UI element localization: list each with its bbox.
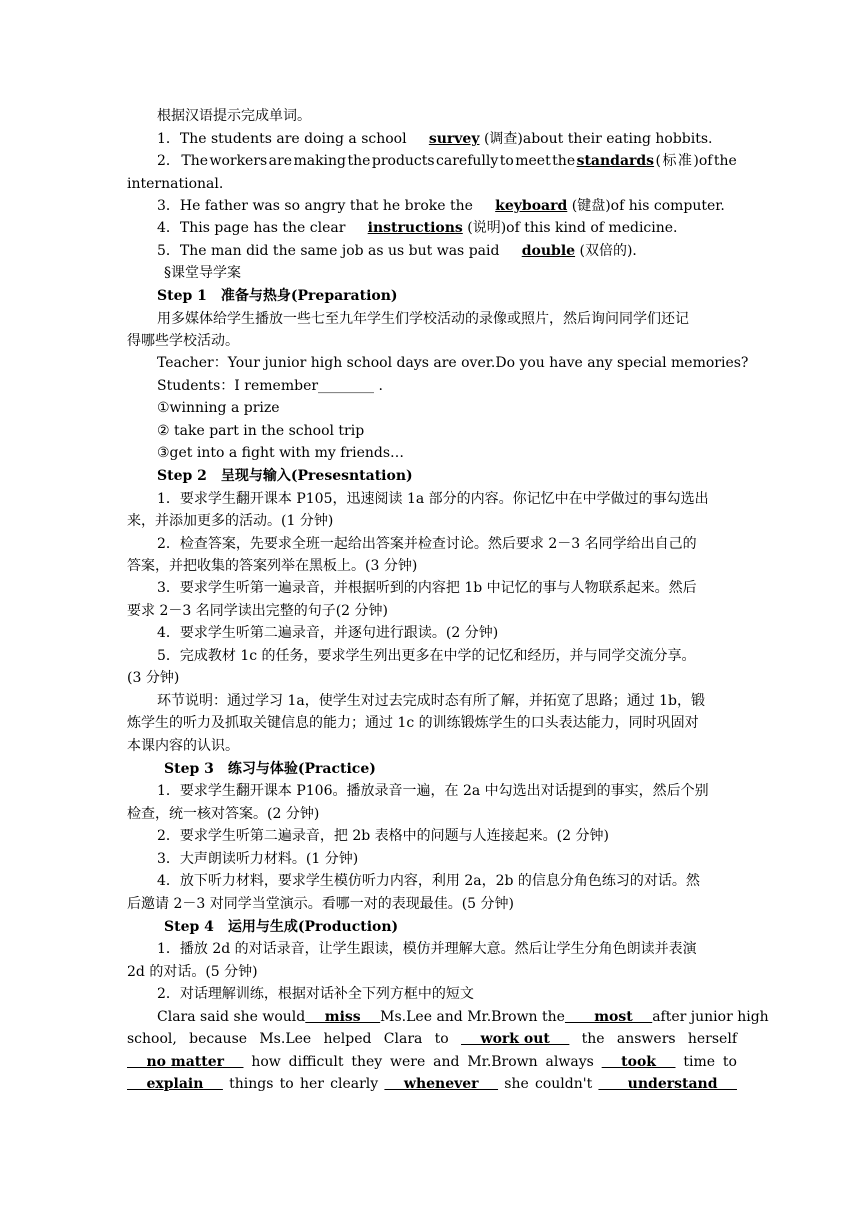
vocab-4-suffix: (说明)of this kind of medicine. (467, 220, 678, 236)
step3-title: Step 3 练习与体验(Practice) (164, 761, 376, 777)
step4-text-line: 2d 的对话。(5 分钟) (127, 964, 258, 980)
vocab-5-answer: double (521, 243, 576, 259)
vocab-item-4 (157, 217, 757, 239)
step4-text-line: 1．播放 2d 的对话录音，让学生跟读，模仿并理解大意。然后让学生分角色朗读并表演 (157, 941, 697, 957)
vocab-2-word: The (181, 153, 209, 169)
vocab-2-word: 标 (662, 153, 677, 169)
cloze-text: her (299, 1076, 324, 1092)
step3-text-line: 2．要求学生听第二遍录音，把 2b 表格中的问题与人连接起来。(2 分钟) (157, 828, 609, 844)
cloze-answer: understand (598, 1076, 737, 1092)
vocab-item-3 (157, 195, 757, 217)
step2-text-line: 3．要求学生听第一遍录音，并根据听到的内容把 1b 中记忆的事与人物联系起来。然后 (157, 580, 697, 596)
cloze-text: always (545, 1054, 594, 1070)
vocab-2-word: the (713, 153, 737, 169)
vocab-2-word: making (293, 153, 347, 169)
cloze-text: helped (323, 1031, 372, 1047)
step4-text-line: 2．对话理解训练，根据对话补全下列方框中的短文 (157, 986, 474, 1002)
vocab-item-1 (157, 128, 757, 150)
step2-note-line: 环节说明：通过学习 1a，使学生对过去完成时态有所了解，并拓宽了思路；通过 1b，锻 (157, 693, 706, 709)
cloze-answer: most (564, 1009, 653, 1025)
step2-text-line: 5．完成教材 1c 的任务，要求学生列出更多在中学的记忆和经历，并与同学交流分享。 (157, 648, 696, 664)
cloze-text: how (251, 1054, 281, 1070)
vocab-item-5 (157, 240, 757, 262)
vocab-3-suffix: (键盘)of his computer. (571, 198, 725, 214)
cloze-text: after junior high (652, 1009, 769, 1025)
step2-note-line: 炼学生的听力及抓取关键信息的能力；通过 1c 的训练锻炼学生的口头表达能力，同时巩固对 (127, 715, 699, 731)
step1-title: Step 1 准备与热身(Preparation) (157, 288, 398, 304)
step3-text-line: 后邀请 2－3 对同学当堂演示。看哪一对的表现最佳。(5 分钟) (127, 896, 514, 912)
vocab-2-word: are (268, 153, 292, 169)
step1-option: ①winning a prize (157, 400, 280, 416)
vocab-instruction: 根据汉语提示完成单词。 (157, 108, 311, 124)
cloze-line-1 (157, 1006, 769, 1028)
cloze-text: she (504, 1076, 529, 1092)
step1-text-line: 得哪些学校活动。 (127, 333, 239, 349)
cloze-line-2 (127, 1028, 737, 1050)
cloze-answer: whenever (384, 1076, 499, 1092)
step1-students-line: Students：I remember________ . (157, 378, 383, 394)
vocab-3-prefix: 3．He father was so angry that he broke the (157, 198, 473, 214)
cloze-text: Ms.Lee and Mr.Brown the (380, 1009, 565, 1025)
cloze-text: school, (127, 1031, 177, 1047)
section-title: §课堂导学案 (164, 265, 241, 281)
step2-text-line: 2．检查答案，先要求全班一起给出答案并检查讨论。然后要求 2－3 名同学给出自己的 (157, 536, 697, 552)
step2-title: Step 2 呈现与输入(Presesntation) (157, 468, 413, 484)
step1-text-line: 用多媒体给学生播放一些七至九年学生们学校活动的录像或照片，然后询问同学们还记 (157, 311, 689, 327)
cloze-text: answers (616, 1031, 676, 1047)
cloze-line-4 (127, 1073, 737, 1095)
cloze-text: to (722, 1054, 737, 1070)
vocab-2-word: 准 (677, 153, 692, 169)
cloze-text: the (581, 1031, 605, 1047)
vocab-2-answer: standards (576, 153, 655, 169)
cloze-text: difficult (288, 1054, 344, 1070)
vocab-2-word: carefully (436, 153, 499, 169)
cloze-line-3 (127, 1051, 737, 1073)
step2-text-line: 4．要求学生听第二遍录音，并逐句进行跟读。(2 分钟) (157, 625, 499, 641)
cloze-answer: work out (461, 1031, 570, 1047)
cloze-text: herself (687, 1031, 737, 1047)
vocab-1-answer: survey (428, 131, 480, 147)
vocab-5-prefix: 5．The man did the same job as us but was paid (157, 243, 500, 259)
cloze-text: Mr.Brown (467, 1054, 538, 1070)
step3-text-line: 检查，统一核对答案。(2 分钟) (127, 806, 320, 822)
vocab-2-word: ( (655, 153, 661, 169)
cloze-text: and (433, 1054, 460, 1070)
step4-title: Step 4 运用与生成(Production) (164, 919, 399, 935)
cloze-answer: no matter (127, 1054, 244, 1070)
cloze-text: Clara said she would (157, 1009, 306, 1025)
vocab-item-2 (157, 150, 737, 172)
cloze-text: clearly (330, 1076, 379, 1092)
cloze-text: to (279, 1076, 294, 1092)
vocab-2-word: to (499, 153, 514, 169)
cloze-text: couldn't (534, 1076, 593, 1092)
vocab-2-word: meet (515, 153, 551, 169)
vocab-5-suffix: (双倍的)． (579, 243, 647, 259)
cloze-answer: explain (127, 1076, 223, 1092)
vocab-2-word: the (347, 153, 371, 169)
cloze-text: to (434, 1031, 449, 1047)
step2-text-line: (3 分钟) (127, 670, 180, 686)
vocab-2-word: workers (209, 153, 268, 169)
vocab-1-prefix: 1．The students are doing a school (157, 131, 407, 147)
cloze-text: were (390, 1054, 426, 1070)
vocab-2-continuation: international. (127, 176, 224, 192)
step1-option: ② take part in the school trip (157, 423, 365, 439)
cloze-text: they (351, 1054, 383, 1070)
vocab-1-suffix: (调查)about their eating hobbits. (483, 131, 713, 147)
step1-option: ③get into a fight with my friends… (157, 445, 405, 461)
step2-note-line: 本课内容的认识。 (127, 738, 239, 754)
step1-teacher-line: Teacher：Your junior high school days are over.Do you have any special memories? (157, 355, 749, 371)
vocab-2-word: the (552, 153, 576, 169)
step3-text-line: 4．放下听力材料，要求学生模仿听力内容，利用 2a，2b 的信息分角色练习的对话。然 (157, 873, 700, 889)
vocab-4-answer: instructions (367, 220, 463, 236)
step2-text-line: 要求 2－3 名同学读出完整的句子(2 分钟) (127, 603, 388, 619)
cloze-text: time (683, 1054, 716, 1070)
step2-text-line: 来，并添加更多的活动。(1 分钟) (127, 513, 334, 529)
cloze-answer: miss (305, 1009, 381, 1025)
cloze-text: Clara (383, 1031, 423, 1047)
step3-text-line: 1．要求学生翻开课本 P106。播放录音一遍，在 2a 中勾选出对话提到的事实，然后个别 (157, 783, 709, 799)
cloze-answer: took (601, 1054, 676, 1070)
cloze-text: because (189, 1031, 248, 1047)
vocab-3-answer: keyboard (495, 198, 568, 214)
step2-text-line: 答案，并把收集的答案列举在黑板上。(3 分钟) (127, 558, 418, 574)
step2-text-line: 1．要求学生翻开课本 P105，迅速阅读 1a 部分的内容。你记忆中在中学做过的事勾选出 (157, 491, 709, 507)
vocab-2-word: )of (693, 153, 713, 169)
vocab-2-word: products (371, 153, 435, 169)
vocab-4-prefix: 4．This page has the clear (157, 220, 346, 236)
cloze-text: Ms.Lee (259, 1031, 312, 1047)
cloze-text: things (229, 1076, 274, 1092)
vocab-2-word: 2． (157, 153, 180, 169)
step3-text-line: 3．大声朗读听力材料。(1 分钟) (157, 851, 359, 867)
